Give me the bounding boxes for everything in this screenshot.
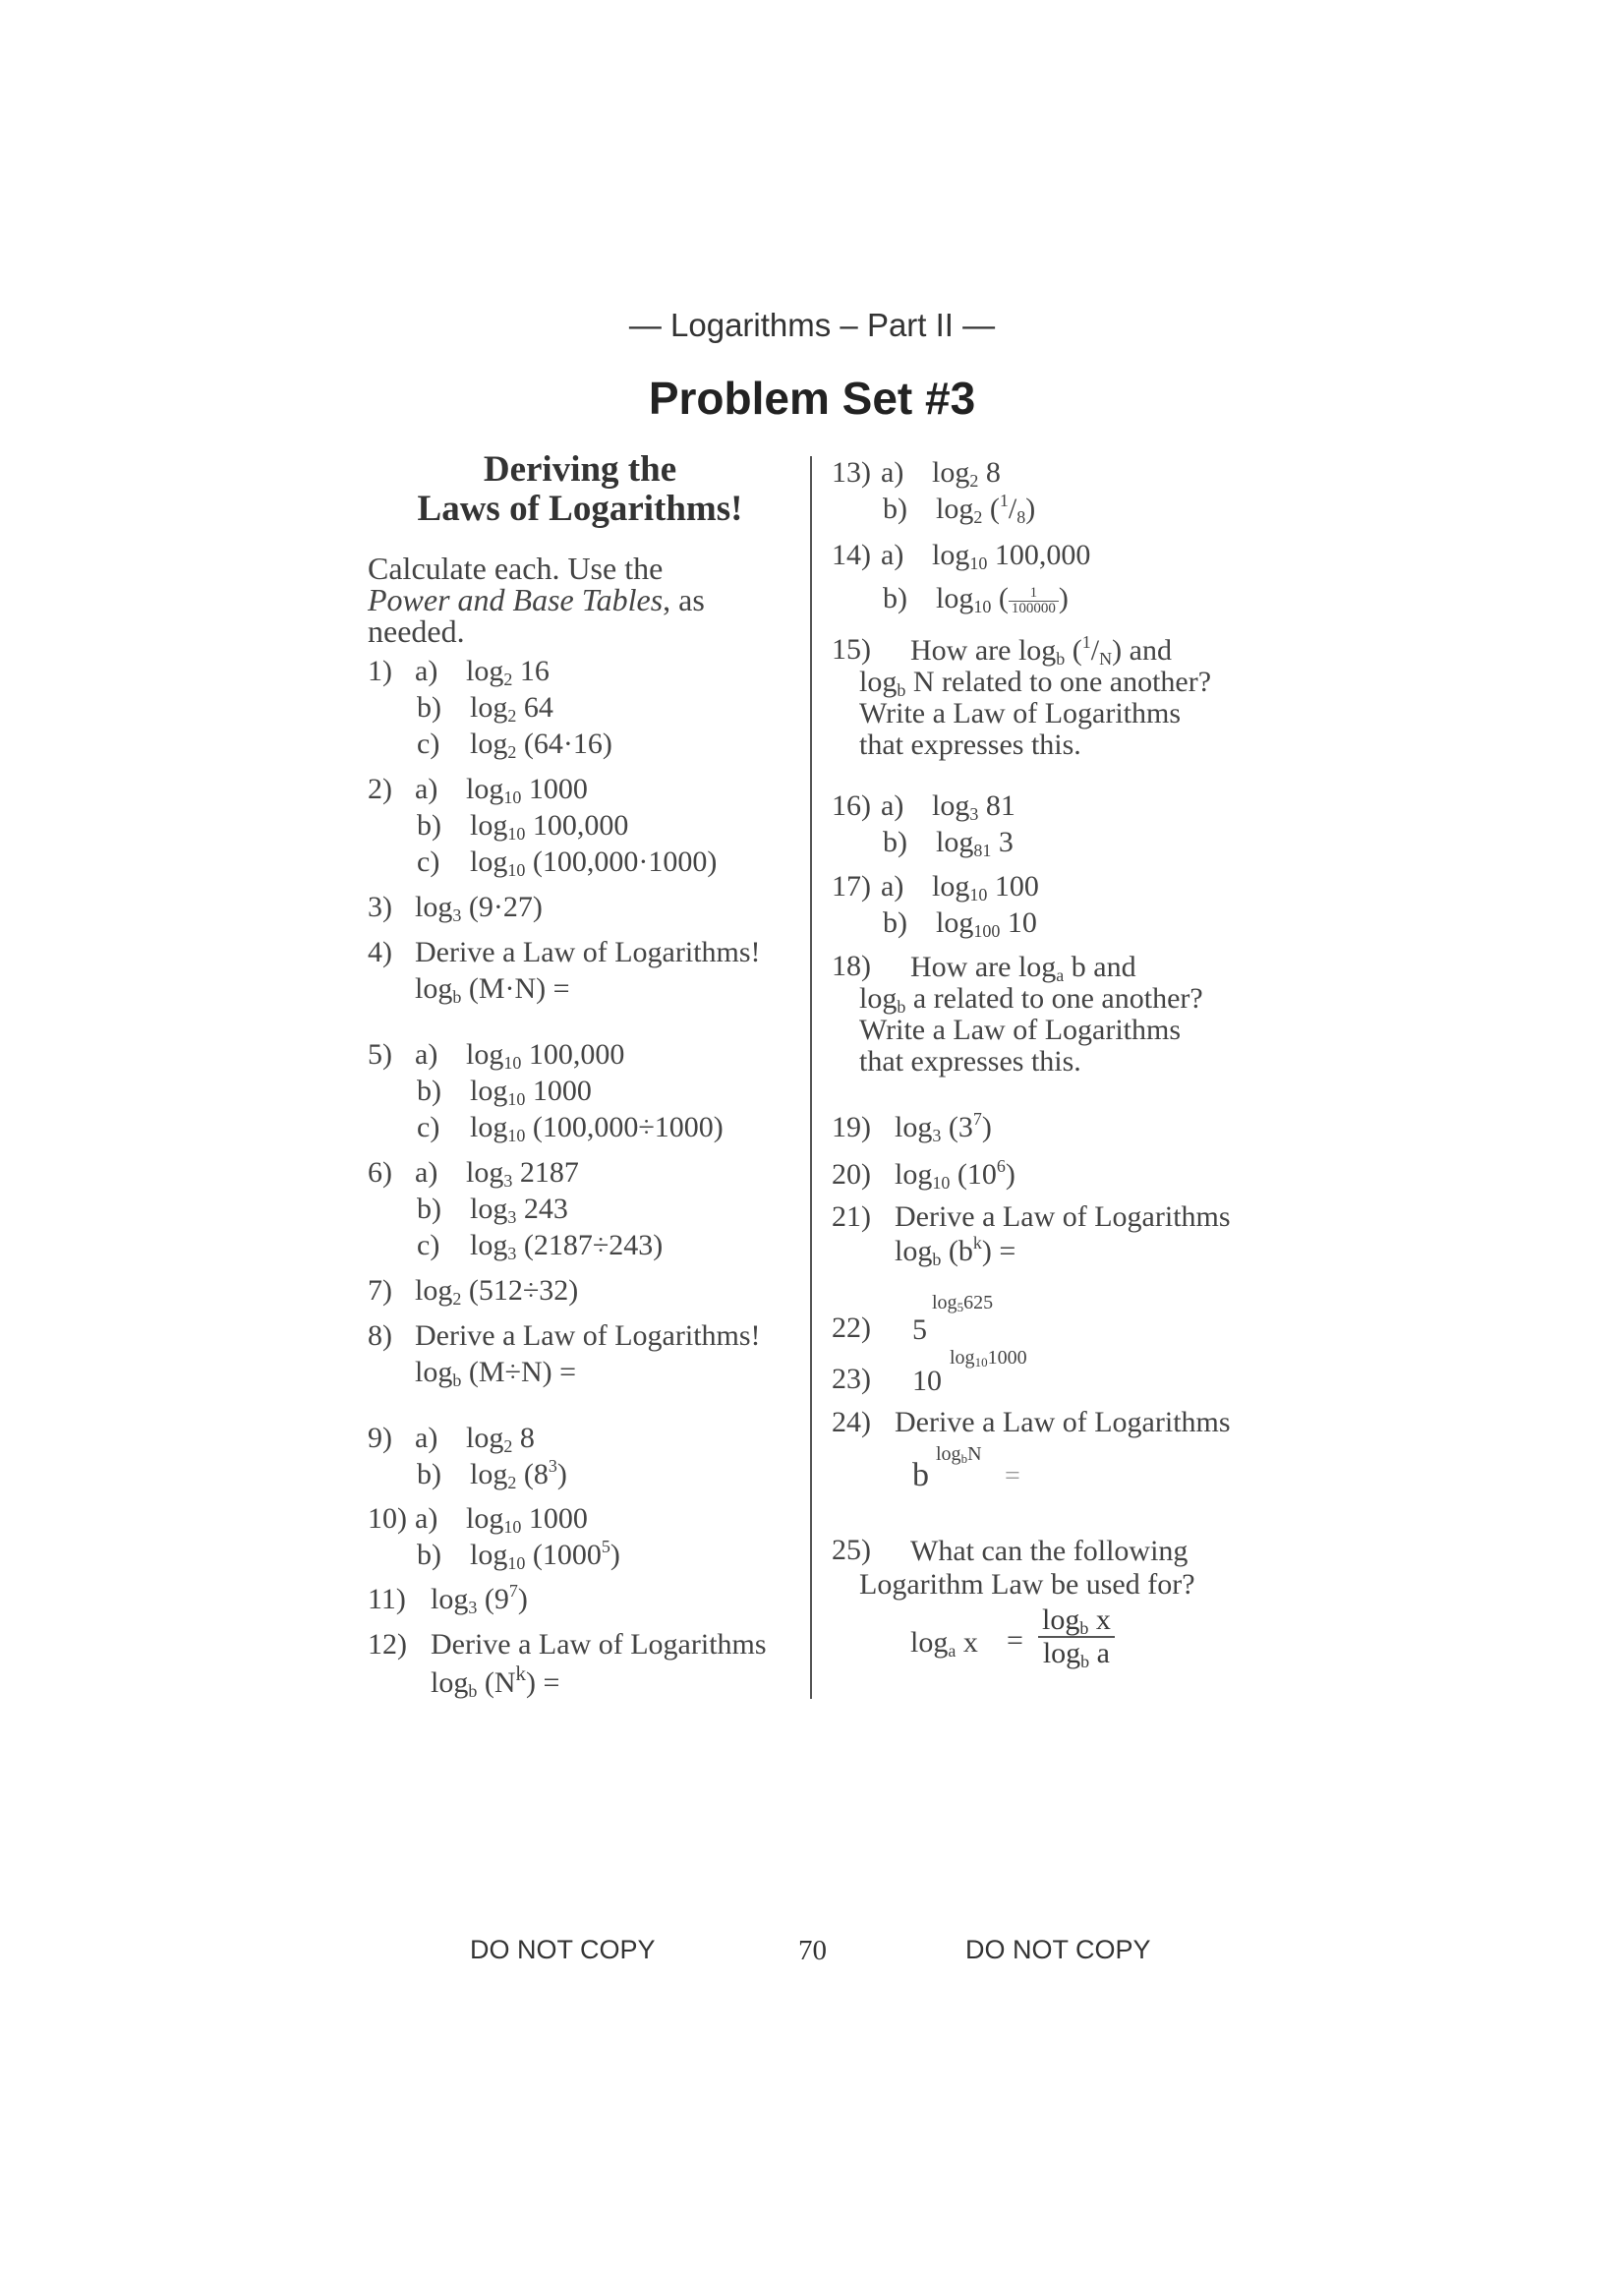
problem-number: 9) [368,1422,392,1454]
problem-expression: $\log_3 2187$ [466,1156,579,1191]
problem-number: 21) [832,1200,871,1233]
instructions-line3: needed. [368,613,465,649]
part-label: a) [881,539,904,571]
problem-text: How are $\log_a b$ and [910,951,1136,985]
problem-number: 19) [832,1111,871,1143]
page-subtitle: — Logarithms – Part II — [628,307,996,343]
problem-number: 17) [832,870,871,903]
problem-text: Derive a Law of Logarithms! [415,1319,761,1352]
problem-text: Write a Law of Logarithms [859,697,1182,729]
formula-lhs: $\log_a x$ [910,1626,978,1661]
page-title: Problem Set #3 [648,373,976,424]
problem-number: 24) [832,1406,871,1438]
problem-number: 6) [368,1156,392,1189]
problem-expression: $\log_3 (9^7)$ [431,1581,528,1617]
problem-expression: $\log_{100} 10$ [936,906,1037,941]
problem-expression: $\log_{10} (10^6)$ [895,1156,1015,1193]
problem-expression: $\log_{10} (1000^5)$ [470,1537,620,1573]
problem-expression: $\log_b (M\div N)$ = [415,1356,577,1390]
problem-text: Logarithm Law be used for? [859,1568,1195,1601]
problem-number: 1) [368,655,392,687]
part-label: a) [415,1156,438,1189]
problem-expression: 5 [912,1313,927,1346]
problem-number: 25) [832,1534,871,1566]
part-label: a) [881,456,904,489]
problem-number: 16) [832,789,871,822]
exponent: $\log_{10}1000$ [950,1347,1027,1370]
problem-number: 7) [368,1274,392,1307]
problem-expression: $\log_{10} 100$ [932,870,1039,904]
problem-expression: $\log_{10} 1000$ [466,1502,588,1537]
problem-number: 23) [832,1363,871,1395]
problem-number: 14) [832,539,871,571]
footer-right: DO NOT COPY [965,1935,1151,1964]
part-label: a) [415,655,438,687]
part-label: c) [417,728,440,760]
problem-expression: $\log_b (N^k)$ = [431,1662,560,1701]
problem-expression: b [912,1457,929,1493]
problem-text: that expresses this. [859,1045,1081,1078]
problem-number: 8) [368,1319,392,1352]
problem-number: 2) [368,773,392,805]
problem-number: 10) [368,1502,407,1535]
instructions [368,553,800,647]
part-label: b) [417,1458,441,1490]
section-heading-line2: Laws of Logarithms! [417,489,743,529]
problem-expression: $\log_2 8$ [932,456,1001,491]
formula-fraction [1038,1604,1115,1669]
problem-number: 22) [832,1312,871,1344]
problem-number: 3) [368,891,392,923]
problem-expression: $\log_2 16$ [466,655,550,689]
problem-text: Derive a Law of Logarithms [895,1200,1231,1233]
part-label: c) [417,845,440,878]
part-label: b) [883,582,907,614]
problem-expression: 10 [912,1365,942,1397]
problem-number: 5) [368,1038,392,1071]
part-label: b) [883,826,907,858]
section-heading-line1: Deriving the [483,449,677,490]
part-label: b) [417,1539,441,1571]
part-label: a) [881,870,904,903]
problem-expression: $\log_{10} 100,000$ [470,809,629,844]
part-label: a) [415,1038,438,1071]
problem-expression: $\log_2 (512\div 32)$ [415,1274,579,1309]
equals-sign: = [1007,1624,1023,1657]
part-label: b) [417,1193,441,1225]
problem-number: 12) [368,1628,407,1661]
footer-left: DO NOT COPY [470,1935,656,1964]
problem-text: What can the following [910,1535,1189,1567]
problem-text: $\log_b a$ related to one another? [859,982,1203,1017]
problem-expression: $\log_2 64$ [470,691,553,726]
problem-text: Derive a Law of Logarithms [431,1628,767,1661]
problem-expression: $\log_3 (2187\div 243)$ [470,1229,664,1263]
problem-expression: $\log_2 (8^3)$ [470,1456,567,1492]
exponent: $\log_5625$ [932,1292,994,1314]
problem-number: 15) [832,633,871,666]
problem-expression: $\log_{10}$ ( $\frac{1}{100000}$ ) [936,582,1069,616]
part-label: b) [883,906,907,939]
problem-expression: $\log_b (b^k)$ = [895,1233,1016,1269]
part-label: a) [415,1502,438,1535]
part-label: b) [417,809,441,842]
problem-expression: $\log_{10} 1000$ [470,1075,592,1109]
problem-number: 11) [368,1583,406,1615]
part-label: a) [881,789,904,822]
problem-expression: $\log_{81} 3$ [936,826,1014,860]
problem-number: 4) [368,936,392,968]
fraction-denominator: $\log_b a$ [1042,1637,1110,1671]
problem-expression: $\log_{10} (100,000\cdot 1000)$ [470,845,718,880]
problem-expression: $\log_2 (^1/_8)$ [936,491,1036,527]
part-label: a) [415,1422,438,1454]
problem-number: 13) [832,456,871,489]
problem-expression: $\log_{10} (100,000\div 1000)$ [470,1111,724,1145]
problem-number: 20) [832,1158,871,1191]
problem-expression: $\log_{10} 1000$ [466,773,588,807]
exponent: $\log_bN$ [936,1443,982,1466]
section-heading [364,450,796,529]
part-label: b) [417,1075,441,1107]
part-label: b) [417,691,441,724]
problem-text: Derive a Law of Logarithms! [415,936,761,968]
problem-expression: $\log_b (M\cdot N)$ = [415,972,570,1007]
problem-expression: $\log_3 (9\cdot 27)$ [415,891,543,925]
problem-expression: $\log_2 8$ [466,1422,535,1456]
fraction: $\frac{1}{100000}$ [1009,586,1059,616]
problem-expression: $\log_2 (64\cdot 16)$ [470,728,612,762]
problem-expression: $\log_3 (3^7)$ [895,1109,992,1145]
part-label: b) [883,493,907,525]
page-number: 70 [798,1935,827,1966]
problem-expression: $\log_3 81$ [932,789,1015,824]
problem-text: $\log_b N$ related to one another? [859,666,1212,700]
fraction-numerator: $\log_b x$ [1038,1604,1115,1638]
problem-number: 18) [832,950,871,982]
instructions-line1: Calculate each. Use the [368,551,664,586]
problem-expression: $\log_{10} 100,000$ [932,539,1091,573]
problem-text: Write a Law of Logarithms [859,1014,1182,1046]
problem-text: Derive a Law of Logarithms [895,1406,1231,1438]
equals-sign: = [1005,1461,1020,1491]
part-label: c) [417,1229,440,1261]
problem-expression: $\log_3 243$ [470,1193,568,1227]
instructions-line2: Power and Base Tables, as [368,582,705,617]
part-label: a) [415,773,438,805]
column-divider [810,456,812,1699]
problem-text: How are $\log_b (^1/_N)$ and [910,632,1172,669]
problem-text: that expresses this. [859,729,1081,761]
problem-expression: $\log_{10} 100,000$ [466,1038,625,1073]
part-label: c) [417,1111,440,1143]
instructions-italic: Power and Base Tables [368,582,664,617]
